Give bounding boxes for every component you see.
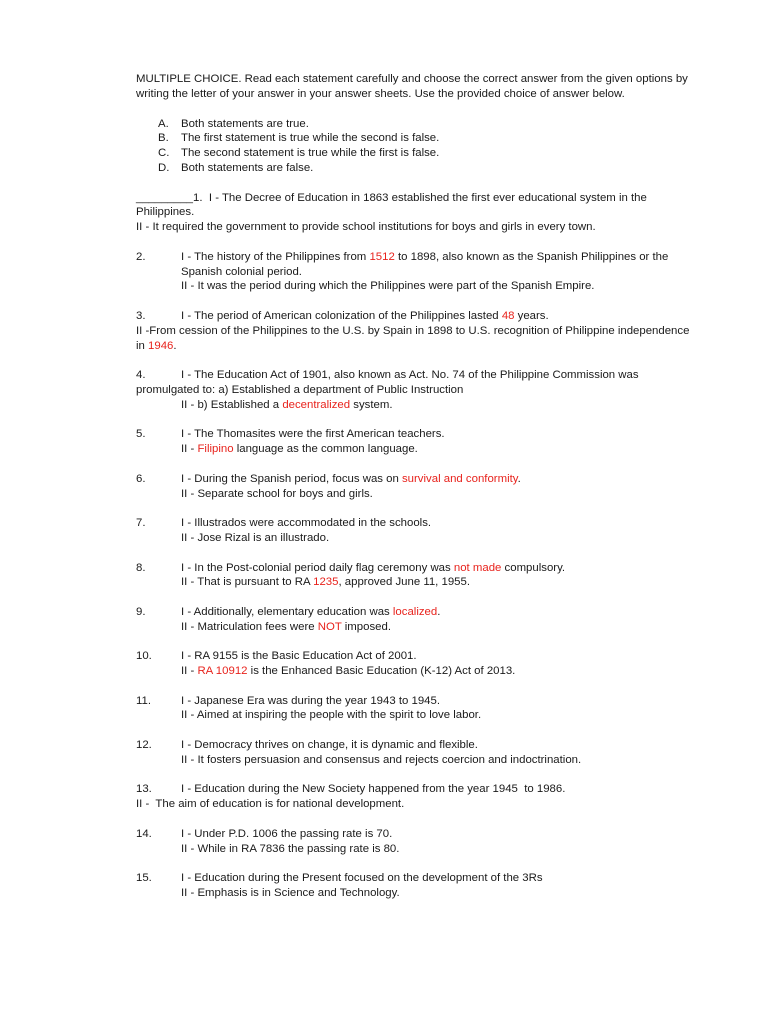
statement-text: I - During the Spanish period, focus was on	[181, 472, 402, 485]
statement-text: is the Enhanced Basic Education (K-12) Act of 2013.	[247, 665, 516, 678]
question-5	[136, 427, 696, 457]
highlighted-text: decentralized	[282, 398, 351, 411]
statement-2: II - It fosters persuasion and consensus and rejects coercion and indoctrination.	[181, 753, 582, 766]
highlighted-text: localized	[392, 605, 438, 618]
statement-2	[136, 324, 696, 354]
statement-text: II - b) Established a	[181, 398, 283, 411]
question-number: 9.	[136, 605, 146, 618]
statement-1	[136, 472, 696, 487]
question-number: 3.	[136, 309, 146, 322]
statement-1	[136, 649, 696, 664]
statement-2: II - Emphasis is in Science and Technology.	[181, 887, 400, 900]
highlighted-text: survival and conformity	[401, 472, 518, 485]
statement-text: II -	[181, 443, 198, 456]
question-6	[136, 472, 696, 502]
option-letter: D.	[158, 161, 170, 174]
statement-text: I - Democracy thrives on change, it is dynamic and flexible.	[181, 739, 478, 752]
highlighted-text: RA 10912	[197, 665, 248, 678]
statement-2: II - It was the period during which the Philippines were part of the Spanish Empire.	[181, 280, 595, 293]
statement-text: to 1898, also known as the Spanish Philippines or the Spanish colonial period.	[181, 250, 669, 278]
statement-text: language as the common language.	[233, 443, 418, 456]
statement-text: .	[173, 339, 177, 352]
question-number: 11.	[136, 694, 151, 707]
highlighted-text: 1946	[148, 339, 174, 352]
question-1	[136, 191, 696, 235]
statement-2	[136, 398, 696, 413]
statement-text: II - That is pursuant to RA	[181, 576, 314, 589]
statement-text: years.	[514, 309, 549, 322]
statement-text: I - Education during the Present focused on the development of the 3Rs	[181, 872, 543, 885]
statement-text: I - Japanese Era was during the year 1943 to 1945.	[181, 694, 440, 707]
statement-text: I - Education during the New Society happened from the year 1945 to 1986.	[181, 783, 566, 796]
highlighted-text: 1512	[369, 250, 395, 263]
highlighted-text: Filipino	[197, 443, 234, 456]
instructions: MULTIPLE CHOICE. Read each statement carefully and choose the correct answer from the given options by writing the letter of your answer in your answer sheets. Use the provided choice of answer below.	[136, 73, 688, 100]
highlighted-text: 1235	[313, 576, 339, 589]
statement-1	[136, 309, 696, 324]
answer-options	[136, 117, 696, 176]
statement-text: compulsory.	[501, 561, 566, 574]
option-letter: A.	[158, 117, 169, 130]
question-number: 1.	[193, 191, 203, 204]
option-d	[136, 161, 696, 176]
statement-1	[136, 605, 696, 620]
option-text: The second statement is true while the first is false.	[181, 147, 440, 160]
statement-text: .	[437, 605, 441, 618]
option-b	[136, 131, 696, 146]
highlighted-text: NOT	[317, 620, 342, 633]
statement-1	[136, 782, 696, 797]
statement-text: .	[517, 472, 521, 485]
answer-blank[interactable]: _________	[136, 191, 194, 204]
statement-text: imposed.	[341, 620, 391, 633]
highlighted-text: not made	[453, 561, 502, 574]
question-8	[136, 561, 696, 591]
statement-2: II - While in RA 7836 the passing rate is 80.	[181, 842, 400, 855]
worksheet-page	[136, 72, 696, 901]
statement-text: I - The period of American colonization of the Philippines lasted	[181, 309, 502, 322]
question-12	[136, 738, 696, 768]
statement-1	[136, 561, 696, 576]
question-number: 12.	[136, 739, 152, 752]
option-text: Both statements are true.	[181, 117, 309, 130]
question-14	[136, 827, 696, 857]
question-11	[136, 694, 696, 724]
statement-1	[136, 694, 696, 709]
statement-text: II -From cession of the Philippines to the U.S. by Spain in 1898 to U.S. recognition of Philippine independence in	[136, 324, 690, 352]
statement-1	[136, 738, 696, 753]
statement-text: II -	[181, 665, 198, 678]
statement-text: I - The history of the Philippines from	[181, 250, 370, 263]
question-3	[136, 309, 696, 353]
statement-text: I - The Decree of Education in 1863 established the first ever educational system in the Philippines.	[136, 191, 647, 219]
question-number: 4.	[136, 369, 146, 382]
statement-2: II - Separate school for boys and girls.	[181, 487, 373, 500]
statement-text: I - The Education Act of 1901, also known as Act. No. 74 of the Philippine Commission was promulgated to: a) Established a department of Public Instruction	[136, 369, 639, 396]
question-number: 8.	[136, 561, 146, 574]
statement-text: I - Additionally, elementary education was	[181, 605, 393, 618]
question-9	[136, 605, 696, 635]
statement-1	[136, 516, 696, 531]
statement-text: I - RA 9155 is the Basic Education Act of 2001.	[181, 650, 417, 663]
statement-1	[136, 191, 696, 221]
statement-text: I - In the Post-colonial period daily flag ceremony was	[181, 561, 454, 574]
option-letter: B.	[158, 132, 169, 145]
statement-text: I - Illustrados were accommodated in the schools.	[181, 517, 432, 530]
question-13	[136, 782, 696, 812]
statement-2: II - Aimed at inspiring the people with the spirit to love labor.	[181, 709, 482, 722]
statement-2	[136, 442, 696, 457]
statement-2	[136, 575, 696, 590]
statement-text: , approved June 11, 1955.	[338, 576, 470, 589]
question-4	[136, 368, 696, 412]
statement-1	[136, 827, 696, 842]
statement-text: I - The Thomasites were the first American teachers.	[181, 428, 445, 441]
option-text: The first statement is true while the second is false.	[181, 132, 440, 145]
highlighted-text: 48	[501, 309, 515, 322]
option-a	[136, 117, 696, 132]
statement-text: system.	[350, 398, 393, 411]
statement-text: I - Under P.D. 1006 the passing rate is 70.	[181, 827, 393, 840]
question-number: 5.	[136, 428, 146, 441]
question-number: 13.	[136, 783, 152, 796]
statement-2: II - The aim of education is for national development.	[136, 798, 405, 811]
question-7	[136, 516, 696, 546]
statement-1	[136, 250, 696, 280]
question-list	[136, 191, 696, 901]
question-2	[136, 250, 696, 294]
question-10	[136, 649, 696, 679]
question-number: 6.	[136, 472, 146, 485]
question-15	[136, 871, 696, 901]
question-number: 7.	[136, 517, 146, 530]
statement-1	[136, 368, 696, 398]
statement-2	[136, 620, 696, 635]
option-letter: C.	[158, 147, 170, 160]
question-number: 10.	[136, 650, 152, 663]
option-text: Both statements are false.	[181, 161, 314, 174]
option-c	[136, 146, 696, 161]
statement-2: II - It required the government to provide school institutions for boys and girls in every town.	[136, 221, 596, 234]
question-number: 15.	[136, 872, 152, 885]
statement-1	[136, 427, 696, 442]
statement-text: II - Matriculation fees were	[181, 620, 318, 633]
statement-2: II - Jose Rizal is an illustrado.	[181, 531, 330, 544]
statement-2	[136, 664, 696, 679]
statement-1	[136, 871, 696, 886]
question-number: 14.	[136, 827, 152, 840]
question-number: 2.	[136, 250, 146, 263]
